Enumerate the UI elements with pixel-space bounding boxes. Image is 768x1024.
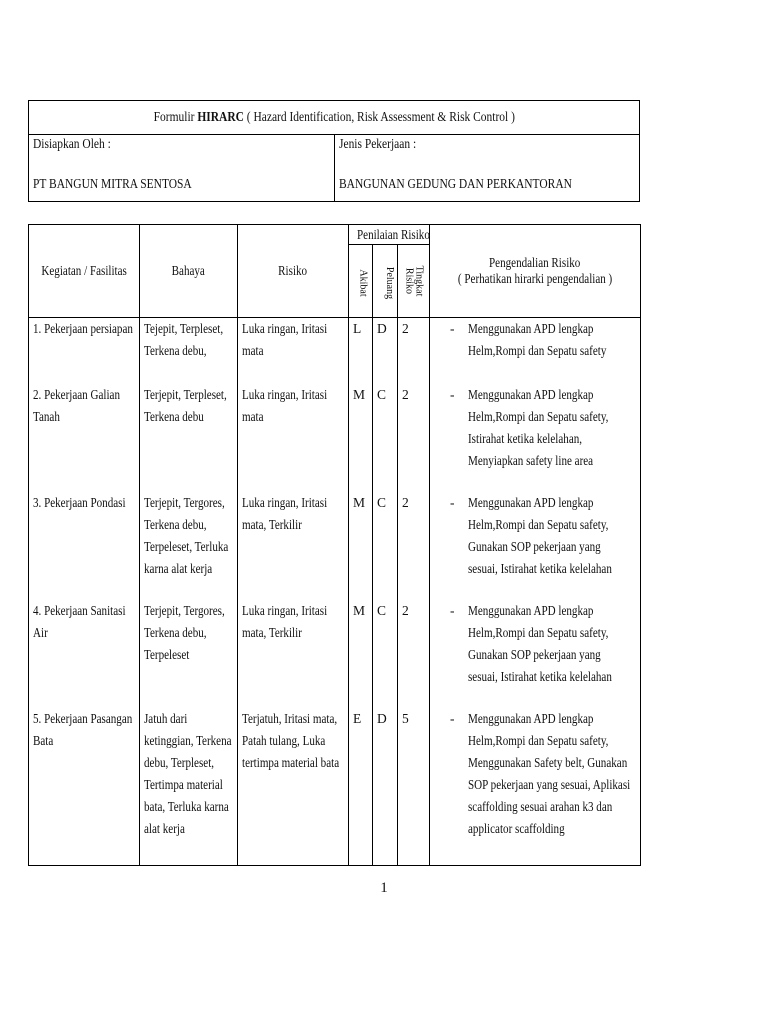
cell-risk: Luka ringan, Iritasi mata	[238, 384, 349, 492]
cell-control: - Menggunakan APD lengkap Helm,Rompi dan Sepatu safety	[430, 318, 641, 384]
table-row	[29, 318, 641, 384]
header-level: Tingkat Risiko	[398, 245, 430, 318]
bullet-dash: -	[450, 494, 455, 510]
cell-consequence: M	[349, 492, 373, 600]
table-row	[29, 492, 641, 600]
cell-activity: 4. Pekerjaan Sanitasi Air	[29, 600, 140, 708]
cell-control: - Menggunakan APD lengkap Helm,Rompi dan Sepatu safety, Istirahat ketika kelelahan, Menyiapkan safety line area	[430, 384, 641, 492]
title-prefix: Formulir	[153, 109, 198, 125]
cell-hazard: Jatuh dari ketinggian, Terkena debu, Terpleset, Tertimpa material bata, Terluka karna alat kerja	[140, 708, 238, 866]
job-type-label: Jenis Pekerjaan :	[338, 137, 416, 152]
cell-hazard: Terjepit, Tergores, Terkena debu, Terpeleset, Terluka karna alat kerja	[140, 492, 238, 600]
cell-control: - Menggunakan APD lengkap Helm,Rompi dan Sepatu safety, Gunakan SOP pekerjaan yang sesuai, Istirahat ketika kelelahan	[430, 600, 641, 708]
cell-probability: C	[373, 492, 398, 600]
cell-hazard: Terjepit, Tergores, Terkena debu, Terpeleset	[140, 600, 238, 708]
cell-probability: C	[373, 384, 398, 492]
cell-risk: Terjatuh, Iritasi mata, Patah tulang, Luka tertimpa material bata	[238, 708, 349, 866]
table-row	[29, 384, 641, 492]
cell-hazard: Terjepit, Terpleset, Terkena debu	[140, 384, 238, 492]
header-consequence: Akibat	[349, 245, 373, 318]
cell-control: - Menggunakan APD lengkap Helm,Rompi dan Sepatu safety, Gunakan SOP pekerjaan yang sesuai, Istirahat ketika kelelahan	[430, 492, 641, 600]
header-assessment: Penilaian Risiko	[349, 225, 430, 245]
header-hazard: Bahaya	[140, 225, 238, 318]
page-number: 1	[380, 880, 388, 896]
cell-risk: Luka ringan, Iritasi mata, Terkilir	[238, 492, 349, 600]
cell-consequence: M	[349, 384, 373, 492]
bullet-dash: -	[450, 386, 455, 402]
cell-probability: C	[373, 600, 398, 708]
prepared-by-value: PT BANGUN MITRA SENTOSA	[33, 177, 192, 192]
prepared-by-cell	[29, 135, 335, 202]
bullet-dash: -	[450, 602, 455, 618]
form-title	[29, 101, 640, 135]
cell-hazard: Tejepit, Terpleset, Terkena debu,	[140, 318, 238, 384]
header-risk: Risiko	[238, 225, 349, 318]
job-type-cell	[334, 135, 640, 202]
cell-consequence: M	[349, 600, 373, 708]
prepared-by-label: Disiapkan Oleh :	[33, 137, 111, 152]
cell-consequence: L	[349, 318, 373, 384]
cell-risk: Luka ringan, Iritasi mata	[238, 318, 349, 384]
header-probability: Peluang	[373, 245, 398, 318]
bullet-dash: -	[450, 710, 455, 726]
cell-level: 2	[398, 318, 430, 384]
bullet-dash: -	[450, 321, 455, 336]
cell-level: 2	[398, 384, 430, 492]
cell-activity: 2. Pekerjaan Galian Tanah	[29, 384, 140, 492]
title-suffix: ( Hazard Identification, Risk Assessment & Risk Control )	[243, 109, 515, 125]
cell-level: 5	[398, 708, 430, 866]
table-row	[29, 600, 641, 708]
cell-activity: 5. Pekerjaan Pasangan Bata	[29, 708, 140, 866]
job-type-value: BANGUNAN GEDUNG DAN PERKANTORAN	[338, 177, 572, 192]
cell-probability: D	[373, 708, 398, 866]
cell-level: 2	[398, 492, 430, 600]
cell-consequence: E	[349, 708, 373, 866]
hirarc-table	[28, 224, 641, 866]
cell-control: - Menggunakan APD lengkap Helm,Rompi dan Sepatu safety, Menggunakan Safety belt, Gunakan SOP pekerjaan yang sesuai, Aplikasi scaffolding sesuai arahan k3 dan applicator scaffolding	[430, 708, 641, 866]
cell-probability: D	[373, 318, 398, 384]
form-header	[28, 100, 640, 202]
table-row	[29, 708, 641, 866]
cell-risk: Luka ringan, Iritasi mata, Terkilir	[238, 600, 349, 708]
cell-level: 2	[398, 600, 430, 708]
header-activity: Kegiatan / Fasilitas	[29, 225, 140, 318]
header-control: Pengendalian Risiko ( Perhatikan hirarki pengendalian )	[430, 225, 641, 318]
cell-activity: 3. Pekerjaan Pondasi	[29, 492, 140, 600]
cell-activity: 1. Pekerjaan persiapan	[29, 318, 140, 384]
title-bold: HIRARC	[197, 109, 244, 125]
